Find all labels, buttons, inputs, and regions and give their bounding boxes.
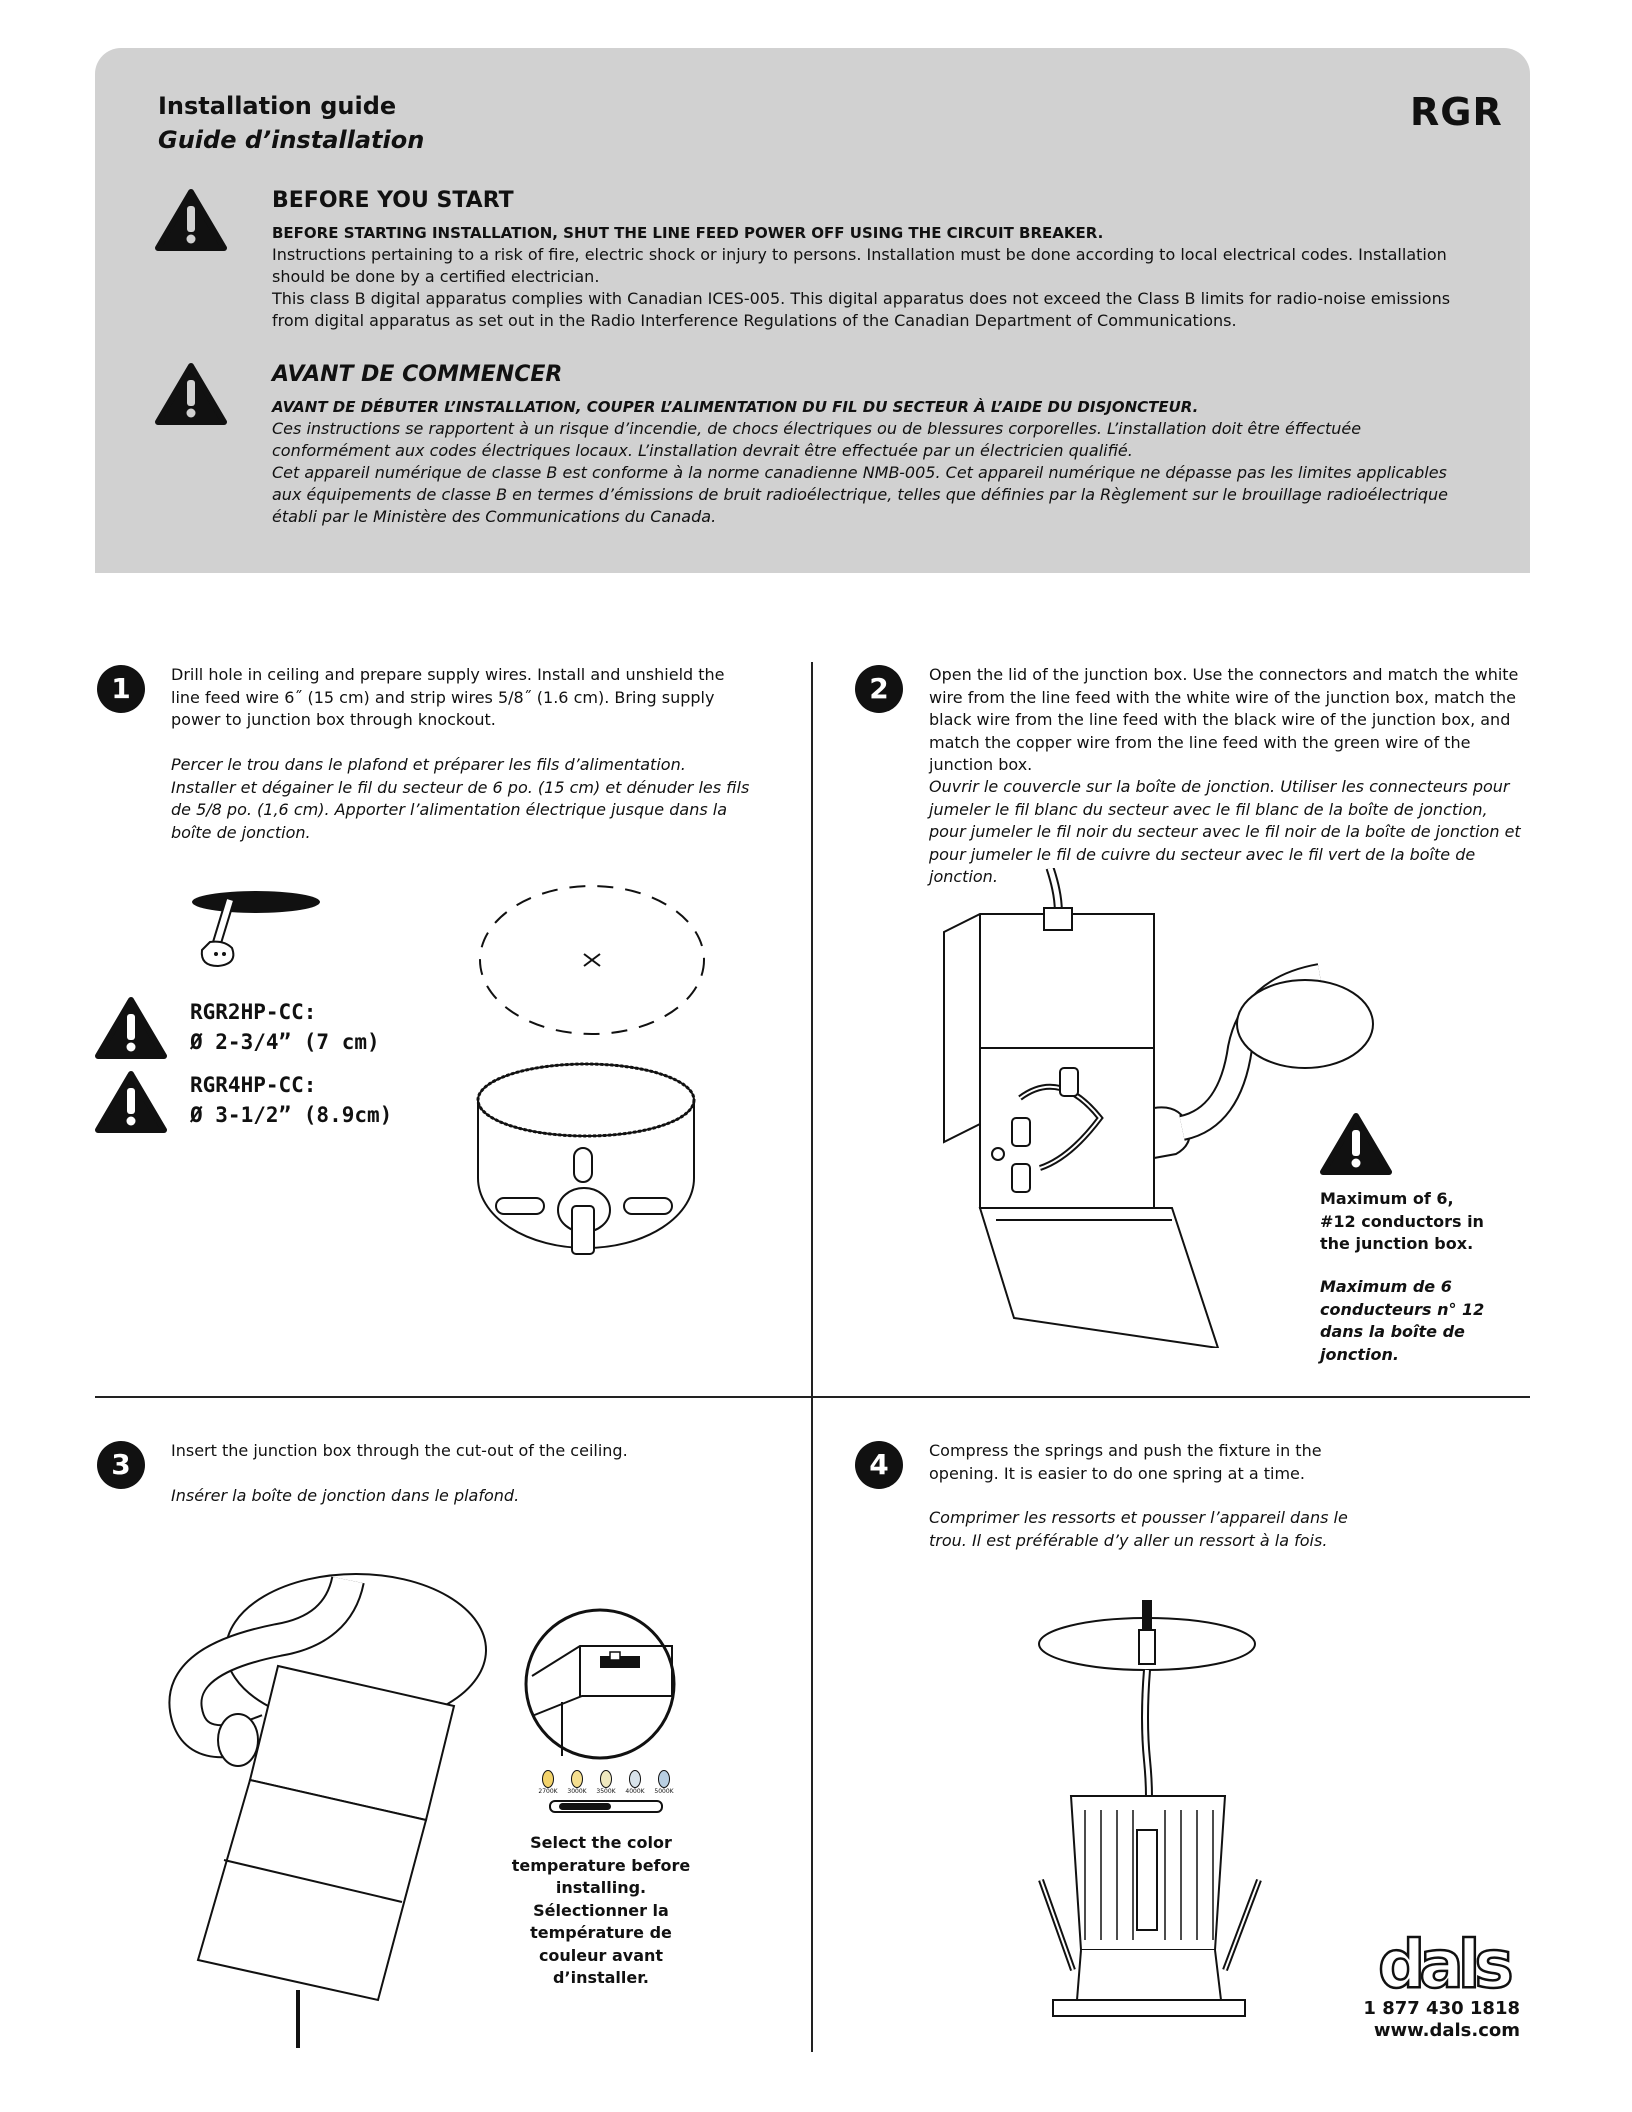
color-temp-label: 5000K: [654, 1788, 674, 1795]
before-you-start-p1: Instructions pertaining to a risk of fire, electric shock or injury to persons. Installation must be done according to local electrical codes. Installation should be done by a certified electrician.: [272, 245, 1447, 286]
step-1-number: 1: [97, 665, 145, 713]
color-switch-detail-illustration: [522, 1606, 678, 1762]
spec-model-1: RGR2HP-CC:: [190, 1000, 317, 1024]
avant-de-commencer-p2: Cet appareil numérique de classe B est conforme à la norme canadienne NMB-005. Cet appareil numérique ne dépasse pas les limites applicables aux équipements de classe B en termes d’émissions de bruit radioélectrique, telles que définies par la Règlement sur le brouillage radioélectrique établi par le Ministère des Communications du Canada.: [272, 463, 1448, 526]
step-3-text-en: Insert the junction box through the cut-out of the ceiling.: [171, 1441, 628, 1460]
avant-de-commencer-heading: AVANT DE COMMENCER: [272, 362, 563, 387]
color-swatch: [658, 1770, 670, 1788]
footer-phone: 1 877 430 1818: [1363, 1998, 1520, 2019]
saw-illustration: [188, 888, 323, 970]
color-temp-slider: [549, 1800, 663, 1813]
step-1-text-fr: Percer le trou dans le plafond et préparer les fils d’alimentation. Installer et dégainer le fil du secteur de 6 po. (15 cm) et dénuder les fils de 5/8 po. (1,6 cm). Apporter l’alimentation électrique jusque dans la boîte de jonction.: [171, 755, 750, 842]
color-temp-label: 4000K: [625, 1788, 645, 1795]
warning-icon: [95, 1070, 167, 1134]
avant-de-commencer-sub: AVANT DE DÉBUTER L’INSTALLATION, COUPER L’ALIMENTATION DU FIL DU SECTEUR À L’AIDE DU DISJONCTEUR.: [272, 398, 1199, 416]
color-swatch: [629, 1770, 641, 1788]
warning-icon: [155, 188, 227, 252]
column-divider: [811, 662, 813, 2052]
guide-title-fr: Guide d’installation: [158, 126, 425, 154]
step-4-text-fr: Comprimer les ressorts et pousser l’appareil dans le trou. Il est préférable d’y aller un ressort à la fois.: [929, 1508, 1348, 1550]
warning-icon: [155, 362, 227, 426]
color-temp-label: 2700K: [538, 1788, 558, 1795]
warning-icon: [1320, 1112, 1392, 1176]
color-temp-label: 3000K: [567, 1788, 587, 1795]
warning-icon: [95, 996, 167, 1060]
color-swatch: [571, 1770, 583, 1788]
avant-de-commencer-p1: Ces instructions se rapportent à un risque d’incendie, de chocs électriques ou de blessures corporelles. L’installation doit être éffectuée conformément aux codes électriques locaux. L’installation devrait être effectuée par un électricien qualifié.: [272, 419, 1362, 460]
color-swatch: [542, 1770, 554, 1788]
logo-text: dals: [1378, 1935, 1508, 1995]
step-1-text-en: Drill hole in ceiling and prepare supply wires. Install and unshield the line feed wire 6˝ (15 cm) and strip wires 5/8˝ (1.6 cm). Bring supply power to junction box through knockout.: [171, 665, 725, 729]
junction-note-fr: Maximum de 6 conducteurs n° 12 dans la boîte de jonction.: [1320, 1277, 1485, 1364]
step-4-text-en: Compress the springs and push the fixture in the opening. It is easier to do one spring at a time.: [929, 1441, 1322, 1483]
spec-size-1: Ø 2-3/4” (7 cm): [190, 1030, 380, 1054]
junction-box-open-illustration: [940, 868, 1375, 1348]
row-divider: [95, 1396, 1530, 1398]
model-name: RGR: [1410, 90, 1503, 134]
before-you-start-p2: This class B digital apparatus complies with Canadian ICES-005. This digital apparatus does not exceed the Class B limits for radio-noise emissions from digital apparatus as set out in the Radio Interference Regulations of the Canadian Department of Communications.: [272, 289, 1451, 330]
step-2-number: 2: [855, 665, 903, 713]
before-you-start-heading: BEFORE YOU START: [272, 188, 514, 213]
spec-model-2: RGR4HP-CC:: [190, 1073, 317, 1097]
step-2-text-en: Open the lid of the junction box. Use the connectors and match the white wire from the line feed with the white wire of the junction box, match the black wire from the line feed with the black wire of the junction box, and match the copper wire from the line feed with the green wire of the junction box.: [929, 665, 1519, 774]
step-4-number: 4: [855, 1441, 903, 1489]
step-2-text-fr: Ouvrir le couvercle sur la boîte de jonction. Utiliser les connecteurs pour jumeler le fil blanc du secteur avec le fil blanc de la boîte de jonction, pour jumeler le fil noir du secteur avec le fil noir de la boîte de jonction et pour jumeler le fil de cuivre du secteur avec le fil vert de la boîte de jonction.: [929, 777, 1521, 886]
color-temp-label: 3500K: [596, 1788, 616, 1795]
step-3-text-fr: Insérer la boîte de jonction dans le plafond.: [171, 1486, 520, 1505]
cutout-template-outline: [476, 882, 708, 1038]
dals-logo: [1378, 1935, 1520, 1995]
footer-website[interactable]: www.dals.com: [1373, 2020, 1520, 2041]
fixture-install-illustration: [1025, 1600, 1315, 2030]
junction-note-en: Maximum of 6, #12 conductors in the junction box.: [1320, 1189, 1484, 1253]
step-3-number: 3: [97, 1441, 145, 1489]
color-swatch: [600, 1770, 612, 1788]
junction-box-insert-illustration: [158, 1560, 488, 2050]
hole-saw-illustration: [474, 1060, 699, 1258]
before-you-start-sub: BEFORE STARTING INSTALLATION, SHUT THE LINE FEED POWER OFF USING THE CIRCUIT BREAKER.: [272, 224, 1104, 242]
color-temp-note: Select the color temperature before installing. Sélectionner la température de couleur avant d’installer.: [511, 1833, 691, 1987]
guide-title: Installation guide: [158, 92, 397, 120]
color-temp-selector: [534, 1770, 678, 1813]
spec-size-2: Ø 3-1/2” (8.9cm): [190, 1103, 393, 1127]
